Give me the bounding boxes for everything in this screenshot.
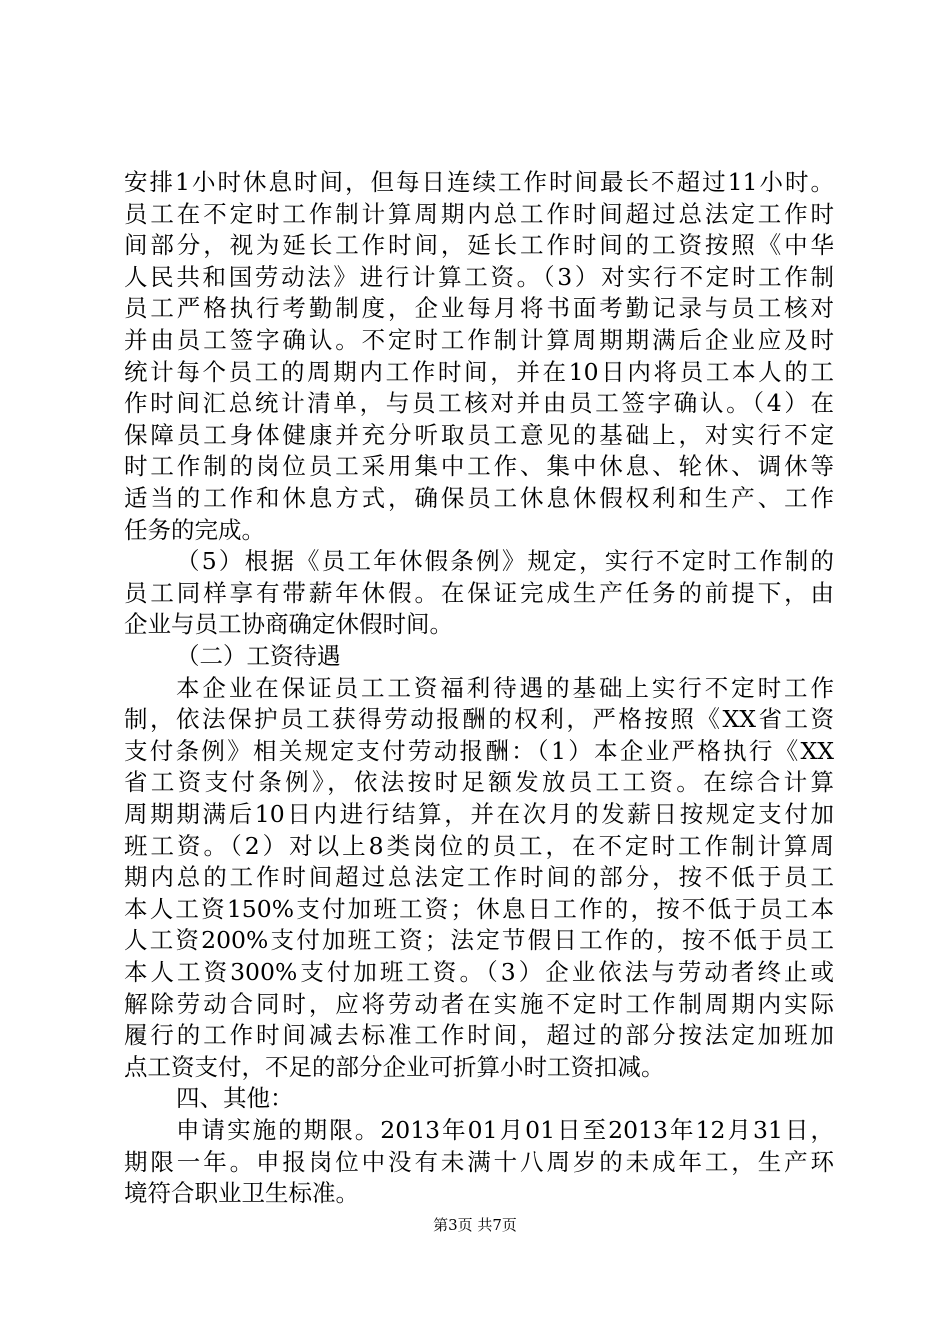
text-line: 支付条例》相关规定支付劳动报酬：（1）本企业严格执行《XX (124, 737, 834, 765)
text-line: 统计每个员工的周期内工作时间，并在10日内将员工本人的工 (124, 358, 834, 386)
section-heading: （二）工资待遇 (176, 642, 341, 670)
text-line: 境符合职业卫生标准。 (124, 1179, 359, 1207)
paragraph-start-line: 本企业在保证员工工资福利待遇的基础上实行不定时工作 (176, 674, 834, 702)
text-line: 点工资支付，不足的部分企业可折算小时工资扣减。 (124, 1053, 665, 1081)
text-line: 员工在不定时工作制计算周期内总工作时间超过总法定工作时 (124, 200, 834, 228)
text-line: 班工资。（2）对以上8类岗位的员工，在不定时工作制计算周 (124, 832, 834, 860)
text-line: 作时间汇总统计清单，与员工核对并由员工签字确认。（4）在 (124, 389, 834, 417)
text-line: 任务的完成。 (124, 516, 265, 544)
text-line: 间部分，视为延长工作时间，延长工作时间的工资按照《中华 (124, 231, 834, 259)
text-line: 期限一年。申报岗位中没有未满十八周岁的未成年工，生产环 (124, 1148, 834, 1176)
text-line: 适当的工作和休息方式，确保员工休息休假权利和生产、工作 (124, 484, 834, 512)
text-line: 人民共和国劳动法》进行计算工资。（3）对实行不定时工作制 (124, 263, 834, 291)
text-line: 安排1小时休息时间，但每日连续工作时间最长不超过11小时。 (124, 168, 834, 196)
text-line: 本人工资150%支付加班工资；休息日工作的，按不低于员工本 (124, 895, 834, 923)
text-line: 企业与员工协商确定休假时间。 (124, 610, 453, 638)
text-line: 制，依法保护员工获得劳动报酬的权利，严格按照《XX省工资 (124, 705, 834, 733)
paragraph-start-line: （5）根据《员工年休假条例》规定，实行不定时工作制的 (176, 547, 834, 575)
text-line: 本人工资300%支付加班工资。（3）企业依法与劳动者终止或 (124, 958, 834, 986)
section-heading: 四、其他： (176, 1084, 294, 1112)
paragraph-start-line: 申请实施的期限。2013年01月01日至2013年12月31日， (176, 1116, 834, 1144)
text-line: 保障员工身体健康并充分听取员工意见的基础上，对实行不定 (124, 421, 834, 449)
text-line: 时工作制的岗位员工采用集中工作、集中休息、轮休、调休等 (124, 452, 834, 480)
text-line: 期内总的工作时间超过总法定工作时间的部分，按不低于员工 (124, 863, 834, 891)
text-line: 省工资支付条例》，依法按时足额发放员工工资。在综合计算 (124, 768, 834, 796)
text-line: 员工同样享有带薪年休假。在保证完成生产任务的前提下，由 (124, 579, 834, 607)
text-line: 周期期满后10日内进行结算，并在次月的发薪日按规定支付加 (124, 800, 834, 828)
page-number: 第3页 共7页 (433, 1216, 517, 1234)
text-line: 并由员工签字确认。不定时工作制计算周期期满后企业应及时 (124, 326, 834, 354)
text-line: 履行的工作时间减去标准工作时间，超过的部分按法定加班加 (124, 1021, 834, 1049)
text-line: 人工资200%支付加班工资；法定节假日工作的，按不低于员工 (124, 926, 834, 954)
text-line: 解除劳动合同时，应将劳动者在实施不定时工作制周期内实际 (124, 990, 834, 1018)
text-line: 员工严格执行考勤制度，企业每月将书面考勤记录与员工核对 (124, 294, 834, 322)
